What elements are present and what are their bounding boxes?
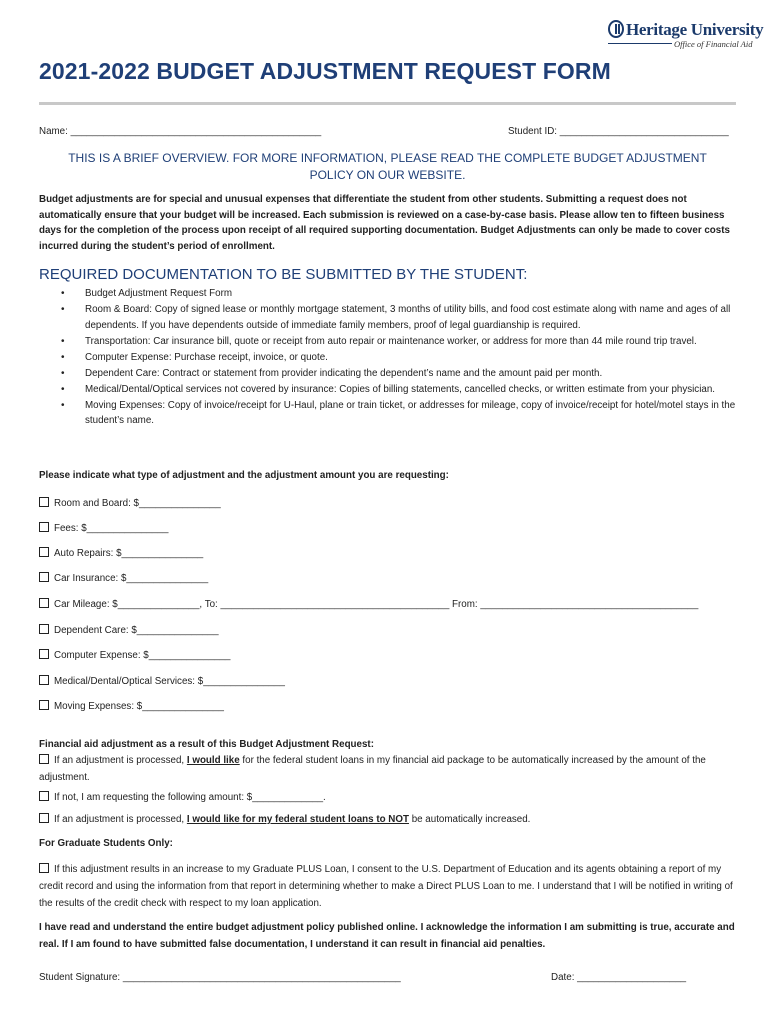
fa-option-increase[interactable]	[39, 752, 739, 786]
fa-option-increase-text-end: for the federal student loans in my financial aid package to be automatically increased by the amount of the adjustment.	[39, 755, 706, 783]
car-insurance-option[interactable]	[39, 572, 208, 584]
auto-repairs-label: Auto Repairs: $_______________	[54, 548, 204, 559]
student-signature-field[interactable]: Student Signature: ___________________________________________________	[39, 972, 401, 983]
fa-option-amount-label: If not, I am requesting the following amount: $_____________.	[54, 792, 326, 803]
computer-expense-option[interactable]	[39, 649, 230, 661]
list-item: • Computer Expense: Purchase receipt, invoice, or quote.	[39, 350, 739, 366]
list-item: • Room & Board: Copy of signed lease or monthly mortgage statement, 3 months of utility bills, and food cost estimate along with name and ages of all dependents. If you have dependents outside of immediate family members, proof of legal guardianship is required.	[39, 302, 739, 333]
logo-name: Heritage University	[626, 20, 764, 39]
checkbox[interactable]	[39, 624, 49, 634]
fa-option-amount[interactable]	[39, 791, 326, 803]
fa-option-no-increase-emphasis: I would like for my federal student loans to NOT	[186, 814, 409, 825]
medical-option[interactable]	[39, 675, 285, 687]
fees-option[interactable]	[39, 522, 168, 534]
room-board-label: Room and Board: $_______________	[54, 498, 221, 509]
title-divider	[39, 102, 736, 105]
heritage-university-logo	[608, 20, 764, 54]
required-documentation-heading: REQUIRED DOCUMENTATION TO BE SUBMITTED BY THE STUDENT:	[39, 266, 528, 283]
name-field[interactable]: Name: ______________________________________________	[39, 126, 322, 137]
fa-option-increase-text: If an adjustment is processed,	[54, 755, 187, 766]
car-mileage-option[interactable]	[39, 598, 698, 610]
dependent-care-option[interactable]	[39, 624, 219, 636]
computer-expense-label: Computer Expense: $_______________	[54, 650, 231, 661]
auto-repairs-option[interactable]	[39, 547, 203, 559]
list-item: • Transportation: Car insurance bill, quote or receipt from auto repair or maintenance worker, or address for more than 44 mile round trip travel.	[39, 334, 739, 350]
fa-option-increase-emphasis: I would like	[186, 755, 240, 766]
graduate-heading: For Graduate Students Only:	[39, 838, 173, 849]
checkbox[interactable]	[39, 675, 49, 685]
overview-notice	[39, 150, 736, 184]
medical-label: Medical/Dental/Optical Services: $_______________	[54, 676, 285, 687]
fa-option-no-increase-text: If an adjustment is processed,	[54, 814, 187, 825]
certification-statement: I have read and understand the entire budget adjustment policy published online. I acknowledge the information I am submitting is true, accurate and real. If I am found to have submitted false documentation, I understand it can result in financial aid penalties.	[39, 922, 735, 950]
date-field[interactable]: Date: ____________________	[551, 972, 687, 983]
car-insurance-label: Car Insurance: $_______________	[54, 573, 209, 584]
required-documents-list	[39, 286, 739, 429]
university-seal-icon	[608, 20, 624, 38]
logo-subtitle: Office of Financial Aid	[674, 39, 753, 49]
graduate-plus-consent-text: If this adjustment results in an increase to my Graduate PLUS Loan, I consent to the U.S. Department of Education and its agents obtaining a report of my credit record and using the information from that report in determining whether to make a Direct PLUS Loan to me. I understand that I will be notified in writing of the results of the credit check with respect to my loan application.	[39, 864, 733, 909]
student-id-field[interactable]: Student ID: _______________________________	[508, 126, 729, 137]
checkbox[interactable]	[39, 598, 49, 608]
checkbox[interactable]	[39, 522, 49, 532]
list-item: • Dependent Care: Contract or statement from provider indicating the dependent’s name and the amount paid per month.	[39, 366, 739, 382]
checkbox[interactable]	[39, 754, 49, 764]
checkbox[interactable]	[39, 863, 49, 873]
checkbox[interactable]	[39, 572, 49, 582]
fa-option-no-increase-text-end: be automatically increased.	[408, 814, 531, 825]
intro-paragraph: Budget adjustments are for special and unusual expenses that differentiate the student from other students. Submitting a request does not automatically ensure that your budget will be increased. Each submission is reviewed on a case-by-case basis. Please allow ten to fifteen business days for the completion of the process upon receipt of all required supporting documentation. Budget Adjustments can only be made to cover costs incurred during the student’s period of enrollment.	[39, 194, 730, 252]
list-item: • Moving Expenses: Copy of invoice/receipt for U-Haul, plane or train ticket, or addresses for mileage, copy of invoice/receipt for hotel/motel stays in the student’s name.	[39, 398, 739, 429]
moving-option[interactable]	[39, 700, 224, 712]
form-title: 2021-2022 BUDGET ADJUSTMENT REQUEST FORM	[39, 58, 611, 84]
checkbox[interactable]	[39, 649, 49, 659]
overview-line-1: THIS IS A BRIEF OVERVIEW. FOR MORE INFORMATION, PLEASE READ THE COMPLETE BUDGET ADJUSTMENT	[68, 151, 707, 165]
logo-divider	[608, 43, 672, 44]
checkbox[interactable]	[39, 791, 49, 801]
fees-label: Fees: $_______________	[54, 523, 169, 534]
dependent-care-label: Dependent Care: $_______________	[54, 625, 219, 636]
graduate-plus-consent[interactable]	[39, 861, 739, 912]
fa-option-no-increase[interactable]	[39, 813, 530, 825]
checkbox[interactable]	[39, 547, 49, 557]
room-board-option[interactable]	[39, 497, 221, 509]
list-item: • Budget Adjustment Request Form	[39, 286, 739, 302]
checkbox[interactable]	[39, 700, 49, 710]
overview-line-2: POLICY ON OUR WEBSITE.	[309, 168, 466, 182]
car-mileage-label: Car Mileage: $_______________, To: __________________________________________ From: ________________________________________	[54, 599, 699, 610]
moving-label: Moving Expenses: $_______________	[54, 701, 224, 712]
checkbox[interactable]	[39, 497, 49, 507]
financial-aid-heading: Financial aid adjustment as a result of this Budget Adjustment Request:	[39, 739, 374, 750]
checkbox[interactable]	[39, 813, 49, 823]
adjustment-type-heading: Please indicate what type of adjustment and the adjustment amount you are requesting:	[39, 470, 449, 481]
list-item: • Medical/Dental/Optical services not covered by insurance: Copies of billing statements, cancelled checks, or written estimate from your physician.	[39, 382, 739, 398]
